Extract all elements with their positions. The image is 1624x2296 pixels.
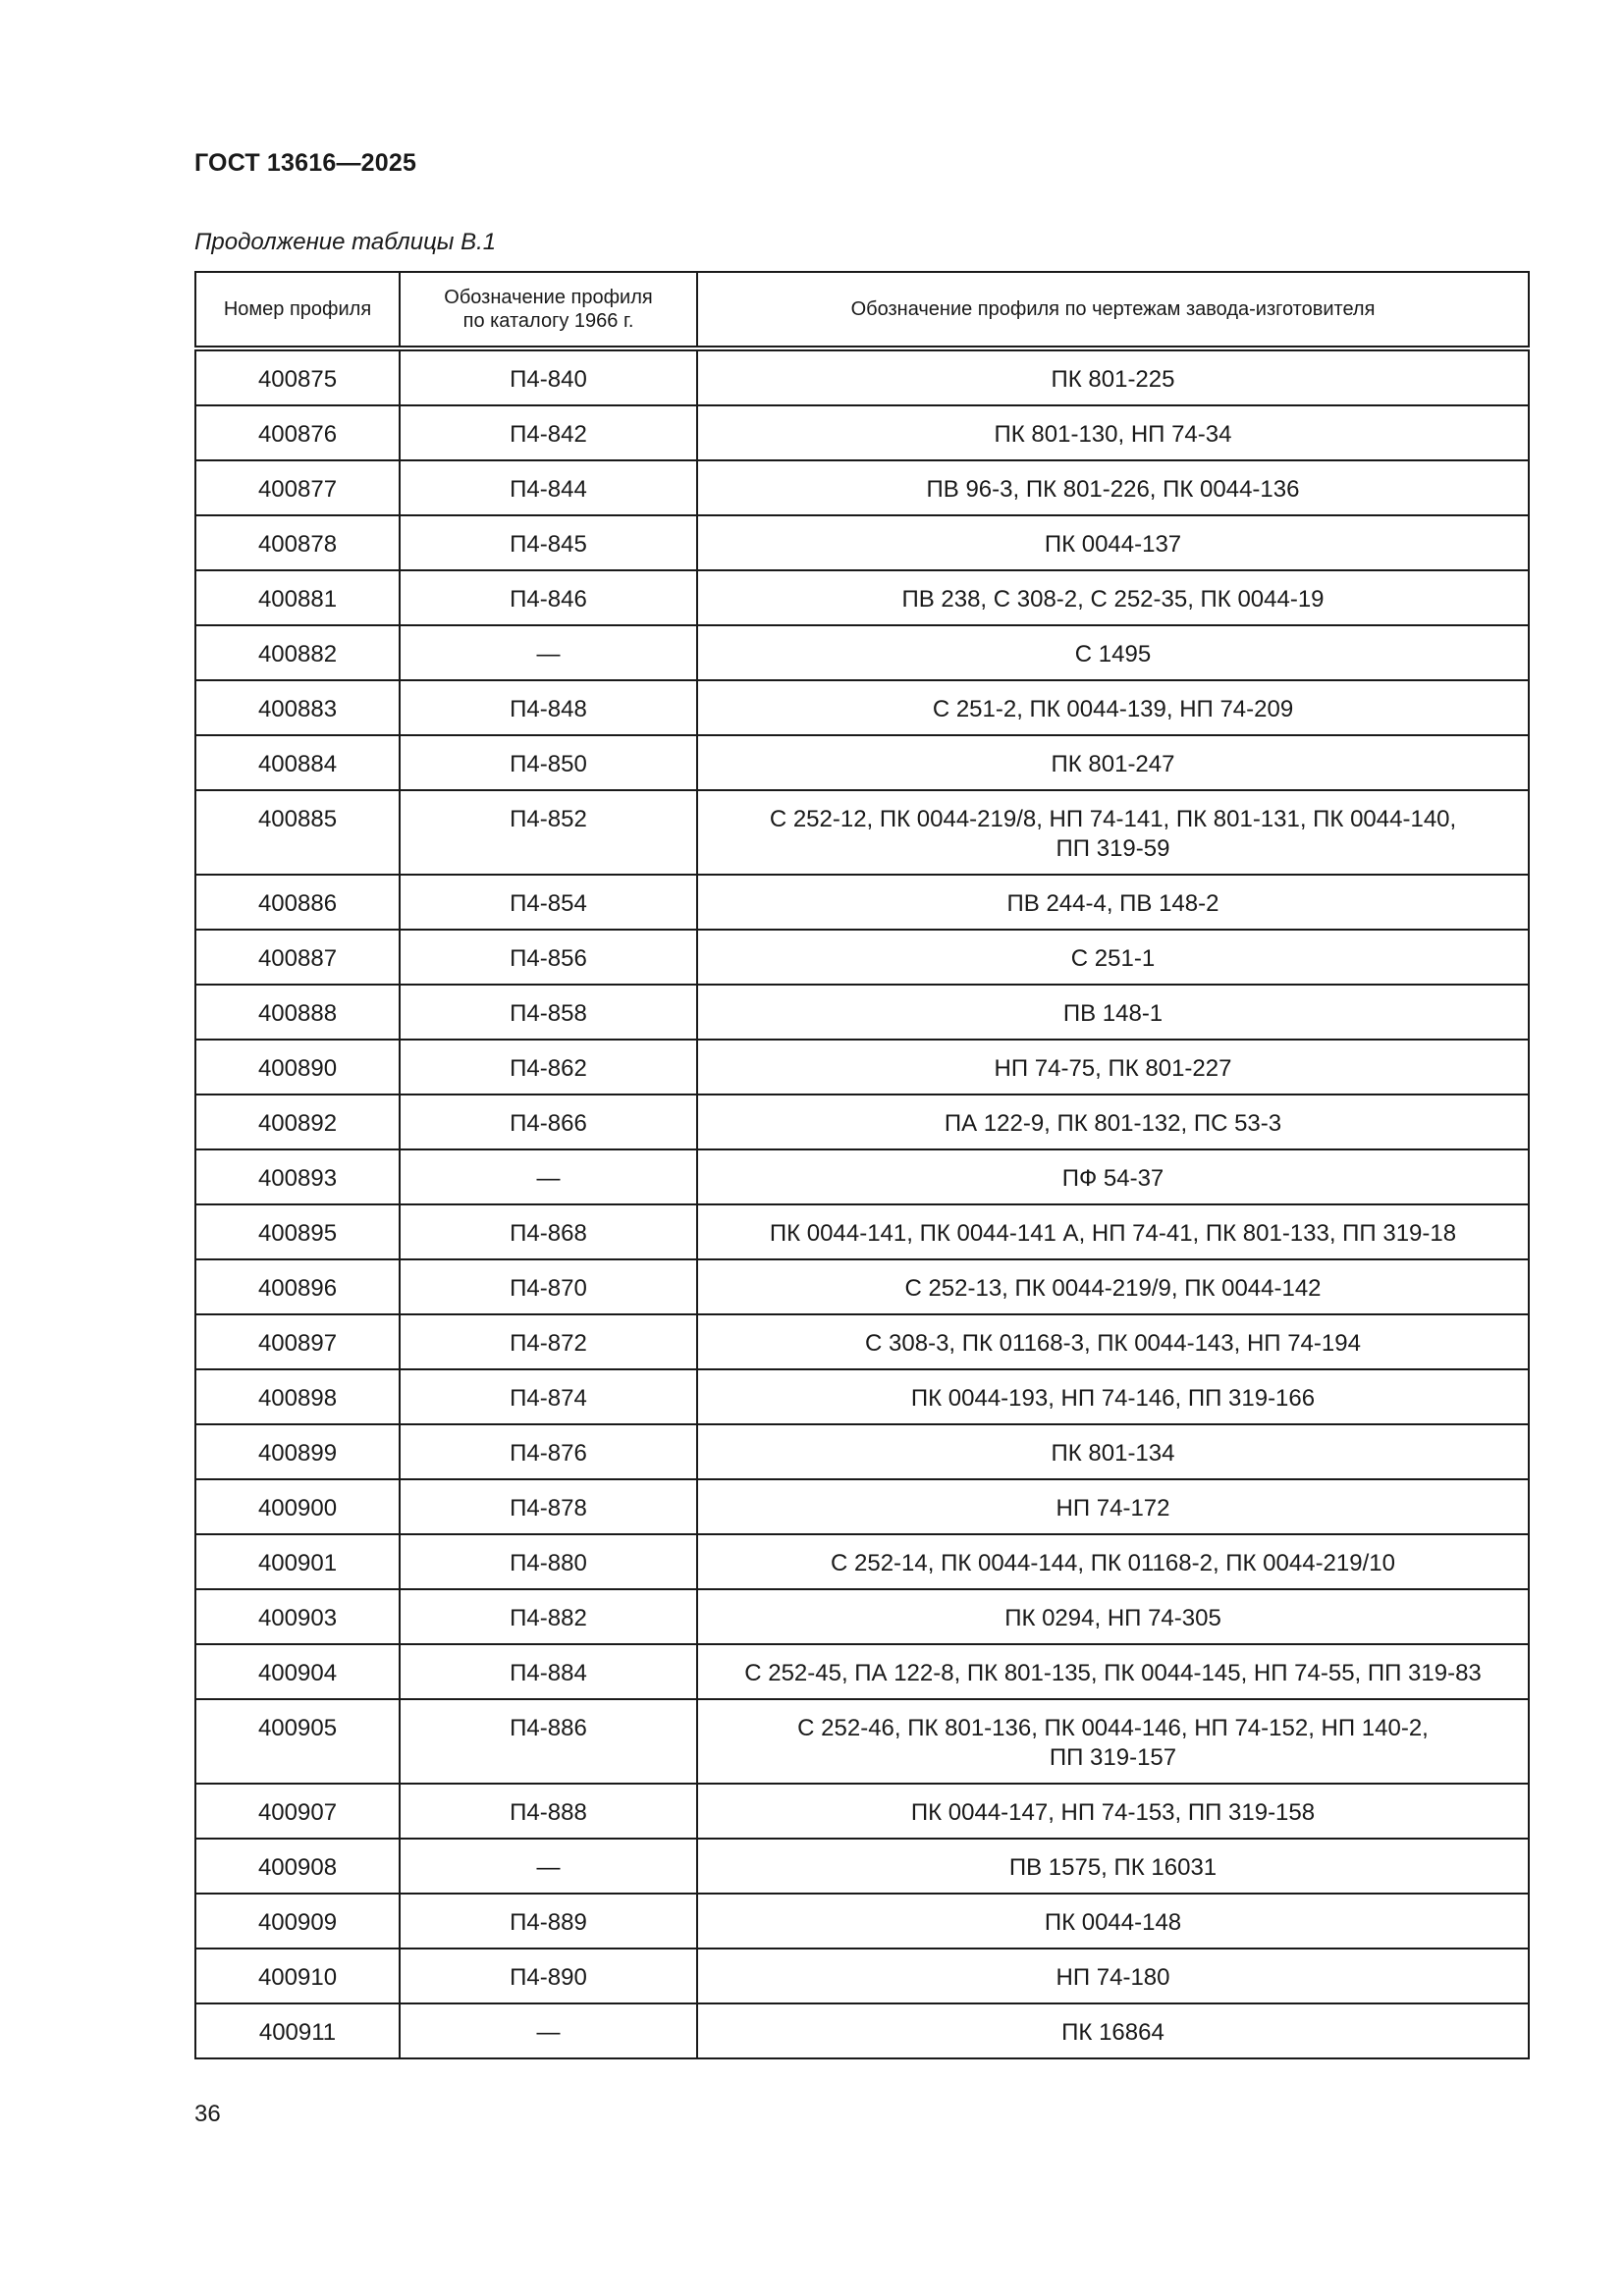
catalog-designation-cell: — bbox=[400, 625, 697, 680]
profile-number-cell: 400896 bbox=[195, 1259, 400, 1314]
drawings-designation-cell bbox=[697, 680, 1529, 735]
drawings-designation-cell bbox=[697, 985, 1529, 1040]
table-row bbox=[195, 1095, 1529, 1149]
table-row bbox=[195, 680, 1529, 735]
header-catalog-line1: Обозначение профиля bbox=[444, 287, 653, 308]
table-row bbox=[195, 570, 1529, 625]
profile-number-cell: 400884 bbox=[195, 735, 400, 790]
table-row bbox=[195, 1894, 1529, 1949]
catalog-designation-cell: П4-876 bbox=[400, 1424, 697, 1479]
table-row bbox=[195, 1589, 1529, 1644]
table-row bbox=[195, 875, 1529, 930]
profile-number-cell: 400909 bbox=[195, 1894, 400, 1949]
drawings-designation-line: С 308-3, ПК 01168-3, ПК 0044-143, НП 74-194 bbox=[865, 1330, 1361, 1357]
catalog-designation-cell: П4-840 bbox=[400, 348, 697, 405]
table-body bbox=[195, 348, 1529, 2058]
profile-number-cell: 400910 bbox=[195, 1949, 400, 2003]
table-row bbox=[195, 1314, 1529, 1369]
profile-number-cell: 400876 bbox=[195, 405, 400, 460]
drawings-designation-line: ПК 0044-137 bbox=[1044, 531, 1182, 558]
profile-number-cell: 400888 bbox=[195, 985, 400, 1040]
drawings-designation-line: С 252-46, ПК 801-136, ПК 0044-146, НП 74-152, НП 140-2, bbox=[797, 1715, 1429, 1741]
table-row bbox=[195, 1204, 1529, 1259]
table-row bbox=[195, 515, 1529, 570]
drawings-designation-line: С 252-12, ПК 0044-219/8, НП 74-141, ПК 801-131, ПК 0044-140, bbox=[769, 806, 1457, 832]
table-row bbox=[195, 1259, 1529, 1314]
table-caption: Продолжение таблицы В.1 bbox=[194, 229, 497, 255]
drawings-designation-line: С 252-14, ПК 0044-144, ПК 01168-2, ПК 0044-219/10 bbox=[831, 1550, 1395, 1576]
table-row bbox=[195, 348, 1529, 405]
drawings-designation-cell bbox=[697, 1369, 1529, 1424]
catalog-designation-cell: П4-884 bbox=[400, 1644, 697, 1699]
drawings-designation-cell bbox=[697, 570, 1529, 625]
profile-number-cell: 400897 bbox=[195, 1314, 400, 1369]
drawings-designation-line: ПК 801-247 bbox=[1051, 751, 1175, 777]
profile-number-cell: 400881 bbox=[195, 570, 400, 625]
profile-number-cell: 400886 bbox=[195, 875, 400, 930]
header-catalog-designation bbox=[400, 272, 697, 348]
table-row bbox=[195, 625, 1529, 680]
drawings-designation-line: ПВ 96-3, ПК 801-226, ПК 0044-136 bbox=[926, 476, 1300, 503]
catalog-designation-cell: П4-848 bbox=[400, 680, 697, 735]
profile-number-cell: 400883 bbox=[195, 680, 400, 735]
drawings-designation-cell bbox=[697, 460, 1529, 515]
drawings-designation-cell bbox=[697, 1149, 1529, 1204]
profile-number-cell: 400892 bbox=[195, 1095, 400, 1149]
drawings-designation-line: ПК 801-225 bbox=[1051, 366, 1175, 393]
drawings-designation-line: ПП 319-59 bbox=[1056, 835, 1170, 862]
catalog-designation-cell: П4-868 bbox=[400, 1204, 697, 1259]
table-row bbox=[195, 1839, 1529, 1894]
drawings-designation-cell bbox=[697, 1040, 1529, 1095]
table-header-row bbox=[195, 272, 1529, 348]
profile-number-cell: 400904 bbox=[195, 1644, 400, 1699]
drawings-designation-cell bbox=[697, 1479, 1529, 1534]
header-profile-number-label: Номер профиля bbox=[223, 298, 372, 320]
drawings-designation-cell bbox=[697, 1424, 1529, 1479]
catalog-designation-cell: П4-870 bbox=[400, 1259, 697, 1314]
catalog-designation-cell: П4-878 bbox=[400, 1479, 697, 1534]
catalog-designation-cell: П4-844 bbox=[400, 460, 697, 515]
catalog-designation-cell: П4-886 bbox=[400, 1699, 697, 1784]
catalog-designation-cell: П4-889 bbox=[400, 1894, 697, 1949]
drawings-designation-cell bbox=[697, 1095, 1529, 1149]
table-row bbox=[195, 1040, 1529, 1095]
document-header: ГОСТ 13616—2025 bbox=[194, 149, 417, 177]
profile-number-cell: 400875 bbox=[195, 348, 400, 405]
profile-number-cell: 400899 bbox=[195, 1424, 400, 1479]
drawings-designation-cell bbox=[697, 1699, 1529, 1784]
table-row bbox=[195, 2003, 1529, 2058]
drawings-designation-cell bbox=[697, 348, 1529, 405]
drawings-designation-line: С 252-45, ПА 122-8, ПК 801-135, ПК 0044-145, НП 74-55, ПП 319-83 bbox=[744, 1660, 1482, 1686]
catalog-designation-cell: П4-872 bbox=[400, 1314, 697, 1369]
drawings-designation-cell bbox=[697, 735, 1529, 790]
drawings-designation-cell bbox=[697, 1894, 1529, 1949]
profile-number-cell: 400898 bbox=[195, 1369, 400, 1424]
drawings-designation-line: ПК 801-134 bbox=[1051, 1440, 1175, 1467]
drawings-designation-cell bbox=[697, 1949, 1529, 2003]
drawings-designation-cell bbox=[697, 1534, 1529, 1589]
drawings-designation-line: ПК 0044-141, ПК 0044-141 А, НП 74-41, ПК 801-133, ПП 319-18 bbox=[769, 1220, 1457, 1247]
table-row bbox=[195, 1149, 1529, 1204]
profile-number-cell: 400893 bbox=[195, 1149, 400, 1204]
catalog-designation-cell: — bbox=[400, 1149, 697, 1204]
header-drawings-label: Обозначение профиля по чертежам завода-изготовителя bbox=[850, 298, 1376, 320]
catalog-designation-cell: П4-862 bbox=[400, 1040, 697, 1095]
catalog-designation-cell: П4-850 bbox=[400, 735, 697, 790]
catalog-designation-cell: — bbox=[400, 1839, 697, 1894]
profile-number-cell: 400877 bbox=[195, 460, 400, 515]
drawings-designation-cell bbox=[697, 1314, 1529, 1369]
drawings-designation-line: ПК 801-130, НП 74-34 bbox=[994, 421, 1232, 448]
table-row bbox=[195, 1369, 1529, 1424]
header-profile-number bbox=[195, 272, 400, 348]
drawings-designation-cell bbox=[697, 625, 1529, 680]
page-number: 36 bbox=[194, 2101, 221, 2127]
drawings-designation-cell bbox=[697, 1589, 1529, 1644]
profile-number-cell: 400903 bbox=[195, 1589, 400, 1644]
catalog-designation-cell: П4-854 bbox=[400, 875, 697, 930]
profile-number-cell: 400878 bbox=[195, 515, 400, 570]
catalog-designation-cell: П4-874 bbox=[400, 1369, 697, 1424]
drawings-designation-cell bbox=[697, 1259, 1529, 1314]
profile-number-cell: 400885 bbox=[195, 790, 400, 875]
profile-number-cell: 400901 bbox=[195, 1534, 400, 1589]
table-row bbox=[195, 1534, 1529, 1589]
table-row bbox=[195, 1784, 1529, 1839]
profile-number-cell: 400890 bbox=[195, 1040, 400, 1095]
table-row bbox=[195, 985, 1529, 1040]
drawings-designation-line: С 1495 bbox=[1074, 641, 1152, 667]
drawings-designation-line: ПП 319-157 bbox=[1049, 1744, 1177, 1771]
profile-number-cell: 400895 bbox=[195, 1204, 400, 1259]
catalog-designation-cell: П4-845 bbox=[400, 515, 697, 570]
catalog-designation-cell: П4-858 bbox=[400, 985, 697, 1040]
header-catalog-line2: по каталогу 1966 г. bbox=[462, 310, 634, 332]
profile-number-cell: 400911 bbox=[195, 2003, 400, 2058]
drawings-designation-line: НП 74-172 bbox=[1056, 1495, 1170, 1522]
table-row bbox=[195, 460, 1529, 515]
drawings-designation-line: ПК 0294, НП 74-305 bbox=[1004, 1605, 1221, 1631]
catalog-designation-cell: П4-882 bbox=[400, 1589, 697, 1644]
drawings-designation-line: ПВ 238, С 308-2, С 252-35, ПК 0044-19 bbox=[901, 586, 1325, 613]
profile-number-cell: 400882 bbox=[195, 625, 400, 680]
drawings-designation-cell bbox=[697, 1839, 1529, 1894]
catalog-designation-cell: П4-842 bbox=[400, 405, 697, 460]
drawings-designation-line: ПК 16864 bbox=[1061, 2019, 1164, 2046]
drawings-designation-cell bbox=[697, 405, 1529, 460]
table-row bbox=[195, 405, 1529, 460]
header-drawings-designation bbox=[697, 272, 1529, 348]
catalog-designation-cell: П4-866 bbox=[400, 1095, 697, 1149]
profile-number-cell: 400887 bbox=[195, 930, 400, 985]
catalog-designation-cell: П4-856 bbox=[400, 930, 697, 985]
profile-number-cell: 400907 bbox=[195, 1784, 400, 1839]
drawings-designation-line: ПК 0044-193, НП 74-146, ПП 319-166 bbox=[910, 1385, 1316, 1412]
drawings-designation-line: ПВ 1575, ПК 16031 bbox=[1008, 1854, 1218, 1881]
table-row bbox=[195, 930, 1529, 985]
drawings-designation-line: ПВ 244-4, ПВ 148-2 bbox=[1006, 890, 1219, 917]
catalog-designation-cell: П4-852 bbox=[400, 790, 697, 875]
drawings-designation-line: ПК 0044-147, НП 74-153, ПП 319-158 bbox=[910, 1799, 1316, 1826]
profile-number-cell: 400905 bbox=[195, 1699, 400, 1784]
table-row bbox=[195, 1699, 1529, 1784]
catalog-designation-cell: П4-880 bbox=[400, 1534, 697, 1589]
drawings-designation-line: ПК 0044-148 bbox=[1044, 1909, 1182, 1936]
drawings-designation-line: С 251-2, ПК 0044-139, НП 74-209 bbox=[932, 696, 1294, 722]
table-row bbox=[195, 790, 1529, 875]
table-row bbox=[195, 1424, 1529, 1479]
drawings-designation-cell bbox=[697, 515, 1529, 570]
drawings-designation-line: ПФ 54-37 bbox=[1061, 1165, 1164, 1192]
catalog-designation-cell: П4-846 bbox=[400, 570, 697, 625]
profile-number-cell: 400908 bbox=[195, 1839, 400, 1894]
drawings-designation-cell bbox=[697, 2003, 1529, 2058]
drawings-designation-cell bbox=[697, 790, 1529, 875]
table-row bbox=[195, 1949, 1529, 2003]
table-row bbox=[195, 1479, 1529, 1534]
catalog-designation-cell: П4-888 bbox=[400, 1784, 697, 1839]
drawings-designation-line: ПВ 148-1 bbox=[1062, 1000, 1164, 1027]
drawings-designation-line: С 252-13, ПК 0044-219/9, ПК 0044-142 bbox=[904, 1275, 1322, 1302]
drawings-designation-cell bbox=[697, 1204, 1529, 1259]
drawings-designation-line: НП 74-75, ПК 801-227 bbox=[994, 1055, 1232, 1082]
drawings-designation-cell bbox=[697, 1784, 1529, 1839]
drawings-designation-cell bbox=[697, 930, 1529, 985]
drawings-designation-cell bbox=[697, 875, 1529, 930]
profiles-table bbox=[194, 271, 1530, 2059]
drawings-designation-line: С 251-1 bbox=[1070, 945, 1156, 972]
drawings-designation-line: ПА 122-9, ПК 801-132, ПС 53-3 bbox=[944, 1110, 1282, 1137]
profile-number-cell: 400900 bbox=[195, 1479, 400, 1534]
table-row bbox=[195, 735, 1529, 790]
catalog-designation-cell: П4-890 bbox=[400, 1949, 697, 2003]
catalog-designation-cell: — bbox=[400, 2003, 697, 2058]
drawings-designation-line: НП 74-180 bbox=[1056, 1964, 1170, 1991]
drawings-designation-cell bbox=[697, 1644, 1529, 1699]
table-row bbox=[195, 1644, 1529, 1699]
